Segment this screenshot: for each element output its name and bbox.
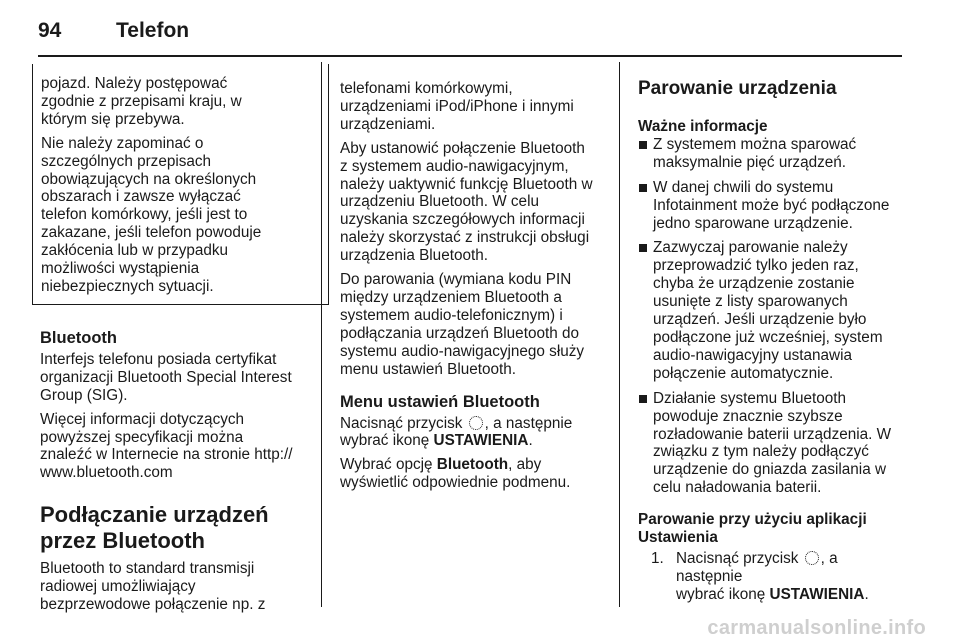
page-title: Telefon bbox=[116, 19, 190, 42]
bluetooth-paragraph-1 bbox=[40, 351, 308, 405]
text-line: powyższej specyfikacji można bbox=[40, 428, 244, 446]
text-line: www.bluetooth.com bbox=[40, 464, 173, 482]
step-text: wybrać ikonę bbox=[676, 585, 766, 603]
text-line: urządzeniu Bluetooth. W celu bbox=[340, 193, 539, 211]
text-line: Bluetooth to standard transmisji bbox=[40, 560, 255, 578]
pair-step-1 bbox=[651, 550, 906, 604]
text-line: rozładowanie baterii urządzenia. W bbox=[653, 425, 892, 443]
text-line: Ustawienia bbox=[638, 529, 718, 547]
text-line: zakłócenia lub w przypadku bbox=[41, 242, 229, 260]
menu-text: , aby bbox=[508, 456, 542, 474]
text-line: systemu audio-nawigacyjnego służy bbox=[340, 342, 585, 360]
text-line: którym się przebywa. bbox=[41, 110, 185, 128]
watermark: carmanualsonline.info bbox=[707, 617, 926, 640]
settings-gear-icon bbox=[805, 551, 819, 565]
bullet-item bbox=[638, 390, 906, 497]
text-line: telefonami komórkowymi, bbox=[340, 80, 513, 97]
settings-gear-icon bbox=[469, 416, 483, 430]
bullet-item bbox=[638, 239, 906, 382]
text-line: zakazane, jeśli telefon powoduje bbox=[41, 224, 262, 242]
text-line: Interfejs telefonu posiada certyfikat bbox=[40, 350, 277, 368]
settings-label: USTAWIENIA bbox=[769, 585, 865, 603]
column2-paragraph-1 bbox=[340, 80, 605, 134]
text-line: połączenie automatycznie. bbox=[653, 364, 834, 382]
text-line: Do parowania (wymiana kodu PIN bbox=[340, 271, 572, 289]
text-line: podłączone już wcześniej, system bbox=[653, 328, 883, 346]
connect-paragraph bbox=[40, 560, 308, 614]
text-line: szczególnych przepisach bbox=[41, 152, 212, 170]
bullet-square-icon bbox=[639, 141, 647, 149]
step-text: Nacisnąć przycisk bbox=[676, 549, 799, 567]
text-line: W danej chwili do systemu bbox=[653, 178, 834, 196]
menu-text: Nacisnąć przycisk bbox=[340, 414, 463, 432]
text-line: Działanie systemu Bluetooth bbox=[653, 389, 847, 407]
menu-text: , a następnie bbox=[484, 414, 573, 432]
text-line: przez Bluetooth bbox=[40, 528, 205, 554]
text-line: urządzenia Bluetooth. bbox=[340, 247, 488, 265]
page-number: 94 bbox=[38, 19, 62, 42]
menu-heading: Menu ustawień Bluetooth bbox=[340, 392, 540, 411]
text-line: przeprowadzić tylko jeden raz, bbox=[653, 257, 859, 275]
warning-box bbox=[32, 64, 329, 305]
text-line: urządzeniami. bbox=[340, 115, 436, 133]
text-line: bezprzewodowe połączenie np. z bbox=[40, 596, 266, 614]
bullet-square-icon bbox=[639, 244, 647, 252]
bluetooth-paragraph-2 bbox=[40, 411, 308, 483]
text-line: Zazwyczaj parowanie należy bbox=[653, 239, 848, 257]
bluetooth-option-label: Bluetooth bbox=[436, 456, 509, 474]
text-line: Group (SIG). bbox=[40, 386, 128, 404]
text-line: powoduje znacznie szybsze bbox=[653, 407, 843, 425]
text-line: urządzeniami iPod/iPhone i innymi bbox=[340, 97, 574, 115]
menu-text: wybrać ikonę bbox=[340, 432, 430, 450]
pairing-heading: Parowanie urządzenia bbox=[638, 78, 837, 99]
text-line: Podłączanie urządzeń bbox=[40, 502, 269, 528]
text-line: Więcej informacji dotyczących bbox=[40, 410, 245, 428]
text-line: możliwości wystąpienia bbox=[41, 260, 200, 278]
text-line: telefon komórkowy, jeśli jest to bbox=[41, 206, 248, 224]
text-line: obszarach i zawsze wyłączać bbox=[41, 188, 241, 206]
connect-heading bbox=[40, 502, 308, 554]
column-1 bbox=[40, 75, 308, 620]
text-line: z systemem audio-nawigacyjnym, bbox=[340, 157, 569, 175]
menu-paragraph-2 bbox=[340, 456, 605, 492]
text-line: Aby ustanowić połączenie Bluetooth bbox=[340, 139, 585, 157]
header-rule bbox=[38, 55, 902, 57]
bullet-item bbox=[638, 136, 906, 172]
text-line: uzyskania szczegółowych informacji bbox=[340, 211, 585, 229]
text-line: należy uaktywnić funkcję Bluetooth w bbox=[340, 175, 593, 193]
bullet-square-icon bbox=[639, 395, 647, 403]
text-line: urządzeń. Jeśli urządzenie było bbox=[653, 311, 867, 329]
text-line: Nie należy zapominać o bbox=[41, 134, 204, 152]
text-line: menu ustawień Bluetooth. bbox=[340, 360, 517, 378]
info-bullet-list bbox=[638, 136, 906, 497]
column-2 bbox=[340, 80, 605, 498]
text-line: Infotainment może być podłączone bbox=[653, 196, 890, 214]
text-line: maksymalnie pięć urządzeń. bbox=[653, 153, 846, 171]
text-line: niebezpiecznych sytuacji. bbox=[41, 277, 214, 295]
text-line: systemem audio-telefonicznym) i bbox=[340, 306, 563, 324]
text-line: audio-nawigacyjny ustanawia bbox=[653, 346, 852, 364]
text-line: znaleźć w Internecie na stronie http:// bbox=[40, 446, 293, 464]
page-header bbox=[38, 18, 189, 44]
text-line: celu naładowania baterii. bbox=[653, 479, 822, 497]
text-line: chyba że urządzenie zostanie bbox=[653, 275, 855, 293]
settings-label: USTAWIENIA bbox=[433, 432, 529, 450]
bullet-square-icon bbox=[639, 184, 647, 192]
text-line: pojazd. Należy postępować bbox=[41, 75, 228, 92]
menu-text: wyświetlić odpowiednie podmenu. bbox=[340, 474, 571, 492]
text-line: urządzenie do gniazda zasilania w bbox=[653, 461, 887, 479]
text-line: radiowej umożliwiający bbox=[40, 578, 196, 596]
text-line: obowiązujących na określonych bbox=[41, 170, 257, 188]
step-text: , a następnie bbox=[676, 549, 838, 585]
column-3 bbox=[638, 78, 906, 604]
bluetooth-heading: Bluetooth bbox=[40, 328, 117, 347]
pair-app-heading bbox=[638, 511, 906, 547]
text-line: usunięte z listy sparowanych bbox=[653, 293, 848, 311]
text-line: Z systemem można sparować bbox=[653, 135, 857, 153]
column2-paragraph-3 bbox=[340, 271, 605, 378]
text-line: Parowanie przy użyciu aplikacji bbox=[638, 511, 867, 529]
text-line: między urządzeniem Bluetooth a bbox=[340, 288, 562, 306]
text-line: jedno sparowane urządzenie. bbox=[653, 214, 853, 232]
warning-paragraph-1 bbox=[41, 75, 320, 129]
text-line: organizacji Bluetooth Special Interest bbox=[40, 368, 292, 386]
text-line: podłączania urządzeń Bluetooth do bbox=[340, 324, 579, 342]
menu-text: Wybrać opcję bbox=[340, 456, 433, 474]
step-number: 1. bbox=[651, 549, 664, 567]
text-line: należy skorzystać z instrukcji obsługi bbox=[340, 229, 590, 247]
step-text: . bbox=[864, 585, 869, 603]
column2-paragraph-2 bbox=[340, 140, 605, 265]
bullet-item bbox=[638, 179, 906, 233]
menu-paragraph-1 bbox=[340, 415, 605, 451]
info-heading: Ważne informacje bbox=[638, 118, 768, 135]
text-line: związku z tym należy podłączyć bbox=[653, 443, 869, 461]
column-divider-2 bbox=[619, 62, 620, 607]
text-line: zgodnie z przepisami kraju, w bbox=[41, 92, 242, 110]
menu-text: . bbox=[528, 432, 533, 450]
warning-paragraph-2 bbox=[41, 135, 320, 296]
